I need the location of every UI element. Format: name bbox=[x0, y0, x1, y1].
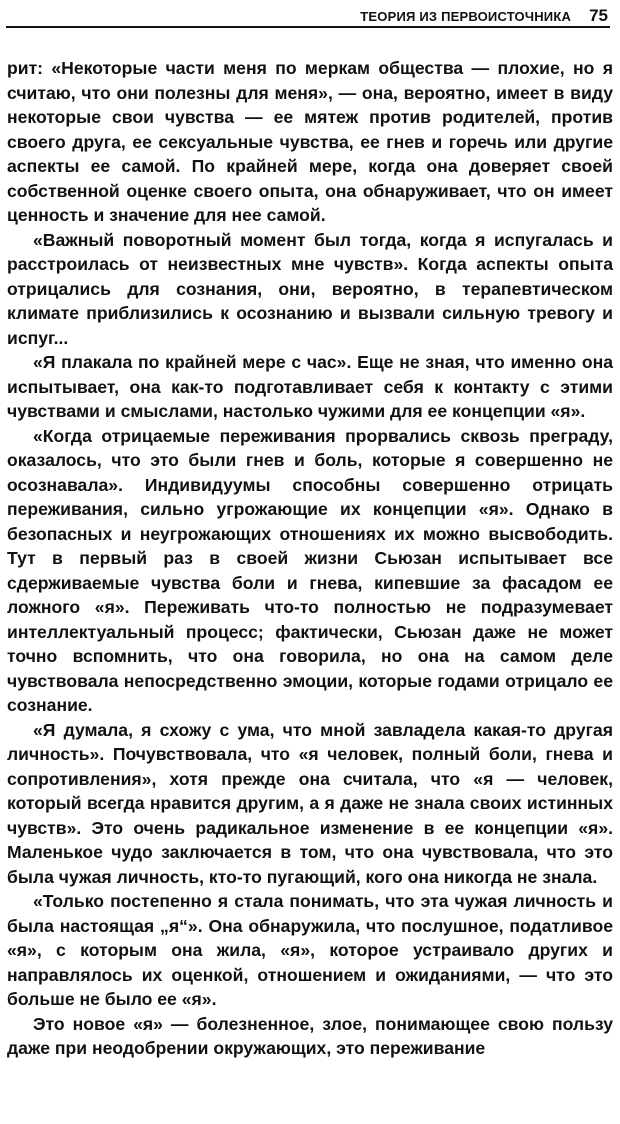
paragraph: «Когда отрицаемые переживания прорвались сквозь преграду, оказалось, что это были гнев и боль, которые я совершенно не осознавала». Индивидуумы способны совершенно отрицать переживания, сильно угрожающие их концепции «я». Однако в безопасных и неугрожающих отношениях их можно высвободить. Тут в первый раз в своей жизни Сьюзан испытывает все сдерживаемые чувства боли и гнева, кипевшие за фасадом ее ложного «я». Переживать что-то полностью не подразумевает интеллектуальный процесс; фактически, Сьюзан даже не может точно вспомнить, что она говорила, но она на самом деле чувствовала непосредственно эмоции, которые годами отрицало ее сознание. bbox=[7, 425, 613, 715]
paragraph: «Я думала, я схожу с ума, что мной завладела какая-то другая личность». Почувствовала, что «я человек, полный боли, гнева и сопротивления», хотя прежде она считала, что «я — человек, который всегда нравится другим, а я даже не знала своих истинных чувств». Это очень радикальное изменение в ее концепции «я». Маленькое чудо заключается в том, что она чувствовала, что это была чужая личность, кто-то пугающий, кого она никогда не знала. bbox=[7, 719, 613, 887]
header-title: ТЕОРИЯ ИЗ ПЕРВОИСТОЧНИКА bbox=[360, 9, 572, 24]
paragraph: «Только постепенно я стала понимать, что эта чужая личность и была настоящая „я“». Она обнаружила, что послушное, податливое «я», с которым она жила, «я», которое устраивало других и направлялось их оценкой, отношением и ожиданиями, — что это больше не было ее «я». bbox=[7, 891, 613, 1009]
paragraph: Это новое «я» — болезненное, злое, понимающее свою пользу даже при неодобрении окружающих, это переживание bbox=[7, 1013, 613, 1058]
page-number: 75 bbox=[589, 6, 608, 25]
paragraph: рит: «Некоторые части меня по меркам общества — плохие, но я считаю, что они полезны для меня», — она, вероятно, имеет в виду некоторые свои чувства — ее мятеж против родителей, против своего друга, ее сексуальные чувства, ее гнев и горечь или другие аспекты ее самой. По крайней мере, когда она доверяет своей собственной оценке своего опыта, она обнаруживает, что он имеет ценность и значение для нее самой. bbox=[7, 58, 613, 225]
body-text bbox=[7, 56, 613, 1061]
running-header bbox=[6, 4, 610, 28]
paragraph: «Важный поворотный момент был тогда, когда я испугалась и расстроилась от неизвестных мне чувств». Когда аспекты опыта отрицались для сознания, они, вероятно, в терапевтическом климате приблизились к осознанию и вызвали сильную тревогу и испуг... bbox=[7, 229, 613, 348]
paragraph: «Я плакала по крайней мере с час». Еще не зная, что именно она испытывает, она как-то подготавливает себя к контакту с этими чувствами и смыслами, настолько чужими для ее концепции «я». bbox=[7, 352, 613, 421]
